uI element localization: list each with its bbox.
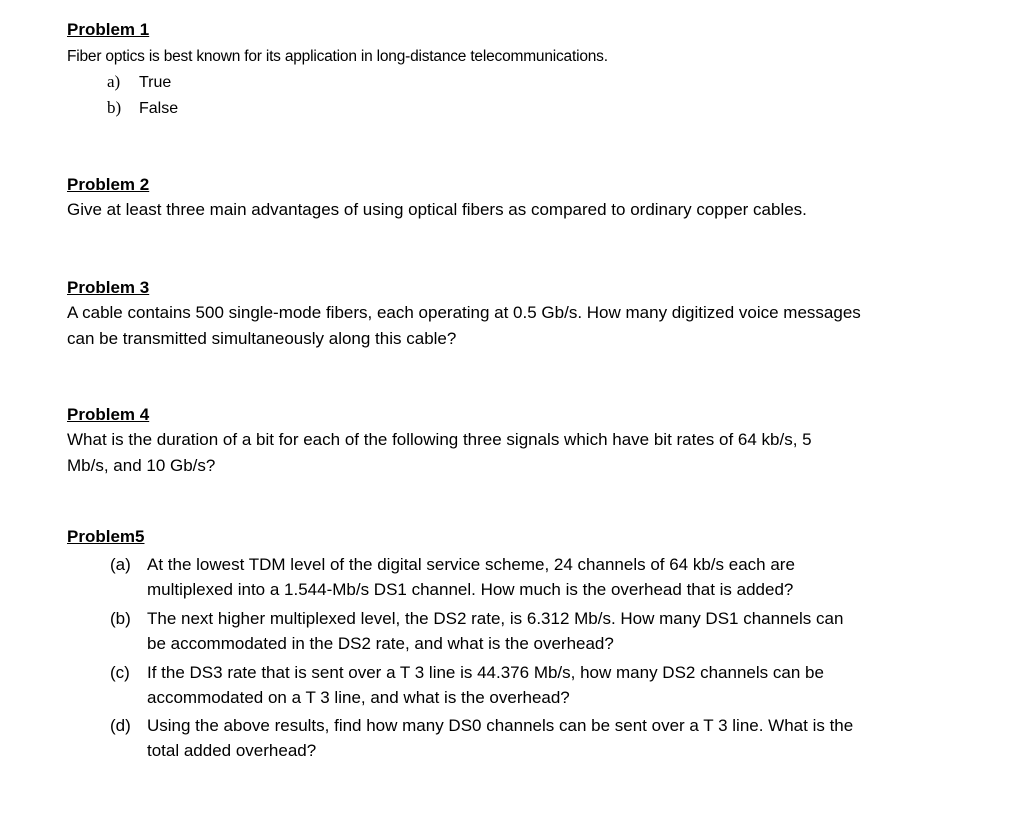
- problem-1-option-a: [107, 72, 171, 93]
- problem-2-title: Problem 2: [67, 175, 150, 194]
- problem-4-title: Problem 4: [67, 405, 150, 424]
- problem-1-option-b: [107, 98, 178, 119]
- part-c-line-2: accommodated on a T 3 line, and what is the overhead?: [147, 688, 570, 707]
- problem-1-text: Fiber optics is best known for its application in long-distance telecommunications.: [67, 48, 608, 65]
- problem-4-text-line-2: Mb/s, and 10 Gb/s?: [67, 456, 216, 475]
- option-a-label: True: [139, 74, 172, 91]
- part-d-label: (d): [110, 716, 131, 735]
- problem-4-text-line-1: What is the duration of a bit for each of the following three signals which have bit rates of 64 kb/s, 5: [67, 430, 812, 449]
- part-a-line-1: At the lowest TDM level of the digital service scheme, 24 channels of 64 kb/s each are: [147, 555, 795, 574]
- problem-5-part-a: [110, 552, 950, 602]
- part-c-label: (c): [110, 663, 130, 682]
- problem-5: [67, 527, 967, 547]
- option-b-label: False: [139, 100, 179, 117]
- problem-5-part-c: [110, 660, 950, 710]
- problem-3: [67, 278, 967, 352]
- part-b-line-2: be accommodated in the DS2 rate, and what is the overhead?: [147, 634, 614, 653]
- option-a-letter: a): [107, 72, 121, 91]
- problem-5-title: Problem5: [67, 527, 145, 546]
- problem-4: [67, 405, 967, 479]
- problem-5-part-d: [110, 713, 950, 763]
- option-b-letter: b): [107, 98, 122, 117]
- problem-3-title: Problem 3: [67, 278, 150, 297]
- part-a-line-2: multiplexed into a 1.544-Mb/s DS1 channel. How much is the overhead that is added?: [147, 580, 794, 599]
- part-d-line-2: total added overhead?: [147, 741, 317, 760]
- part-b-line-1: The next higher multiplexed level, the DS2 rate, is 6.312 Mb/s. How many DS1 channels can: [147, 609, 844, 628]
- problem-5-part-b: [110, 606, 950, 656]
- problem-2: [67, 175, 967, 223]
- part-a-label: (a): [110, 555, 131, 574]
- problem-1: [67, 20, 967, 70]
- problem-1-title: Problem 1: [67, 20, 150, 39]
- part-d-line-1: Using the above results, find how many DS0 channels can be sent over a T 3 line. What is the: [147, 716, 854, 735]
- problem-2-text: Give at least three main advantages of using optical fibers as compared to ordinary copper cables.: [67, 200, 807, 219]
- part-b-label: (b): [110, 609, 131, 628]
- part-c-line-1: If the DS3 rate that is sent over a T 3 line is 44.376 Mb/s, how many DS2 channels can be: [147, 663, 824, 682]
- problem-3-text-line-1: A cable contains 500 single-mode fibers, each operating at 0.5 Gb/s. How many digitized voice messages: [67, 303, 861, 322]
- problem-3-text-line-2: can be transmitted simultaneously along this cable?: [67, 329, 457, 348]
